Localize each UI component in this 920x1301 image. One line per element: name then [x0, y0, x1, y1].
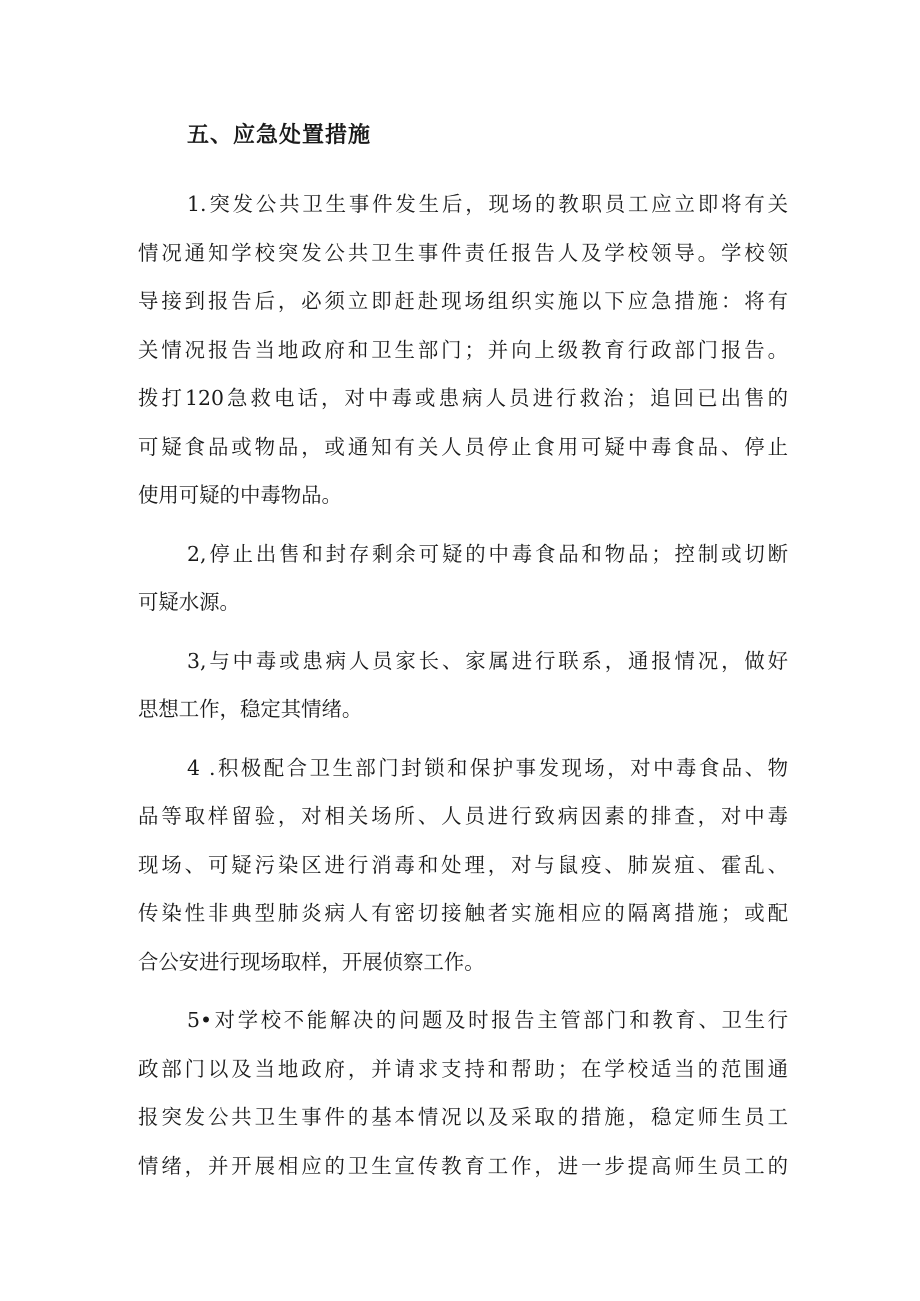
text-line: 情绪，并开展相应的卫生宣传教育工作，进一步提高师生员工的	[138, 1153, 788, 1178]
paragraph-1	[138, 180, 788, 520]
text-line: 1.突发公共卫生事件发生后，现场的教职员工应立即将有关	[187, 192, 788, 216]
text-line: 拨打120急救电话，对中毒或患病人员进行救治；追回已出售的	[138, 386, 788, 410]
text-line: 5•对学校不能解决的问题及时报告主管部门和教育、卫生行	[187, 1008, 788, 1032]
text-line: 导接到报告后，必须立即赶赴现场组织实施以下应急措施：将有	[138, 289, 788, 313]
text-line: 使用可疑的中毒物品。	[138, 483, 342, 507]
text-line: 2,停止出售和封存剩余可疑的中毒食品和物品；控制或切断	[187, 541, 788, 566]
text-line: 情况通知学校突发公共卫生事件责任报告人及学校领导。学校领	[138, 240, 788, 265]
paragraph-4	[138, 744, 788, 987]
text-line: 思想工作，稳定其情绪。	[138, 697, 363, 721]
text-line: 可疑食品或物品，或通知有关人员停止食用可疑中毒食品、停止	[138, 434, 788, 459]
text-line: 合公安进行现场取样，开展侦察工作。	[138, 949, 485, 974]
text-line: 可疑水源。	[138, 590, 240, 614]
text-line: 传染性非典型肺炎病人有密切接触者实施相应的隔离措施；或配	[138, 901, 788, 925]
paragraph-2	[138, 530, 788, 627]
text-line: 现场、可疑污染区进行消毒和处理，对与鼠疫、肺炭疽、霍乱、	[138, 852, 788, 877]
body-text	[138, 180, 788, 1200]
paragraph-3	[138, 637, 788, 734]
paragraph-5	[138, 996, 788, 1190]
text-line: 关情况报告当地政府和卫生部门；并向上级教育行政部门报告。	[138, 337, 788, 362]
text-line: 报突发公共卫生事件的基本情况以及采取的措施，稳定师生员工	[138, 1105, 788, 1129]
text-line: 政部门以及当地政府，并请求支持和帮助；在学校适当的范围通	[138, 1056, 788, 1081]
text-line: 品等取样留验，对相关场所、人员进行致病因素的排查，对中毒	[138, 804, 788, 828]
text-line: 3,与中毒或患病人员家长、家属进行联系，通报情况，做好	[187, 648, 788, 673]
section-heading: 五、应急处置措施	[187, 123, 372, 148]
text-line: 4 .积极配合卫生部门封锁和保护事发现场，对中毒食品、物	[187, 755, 788, 780]
